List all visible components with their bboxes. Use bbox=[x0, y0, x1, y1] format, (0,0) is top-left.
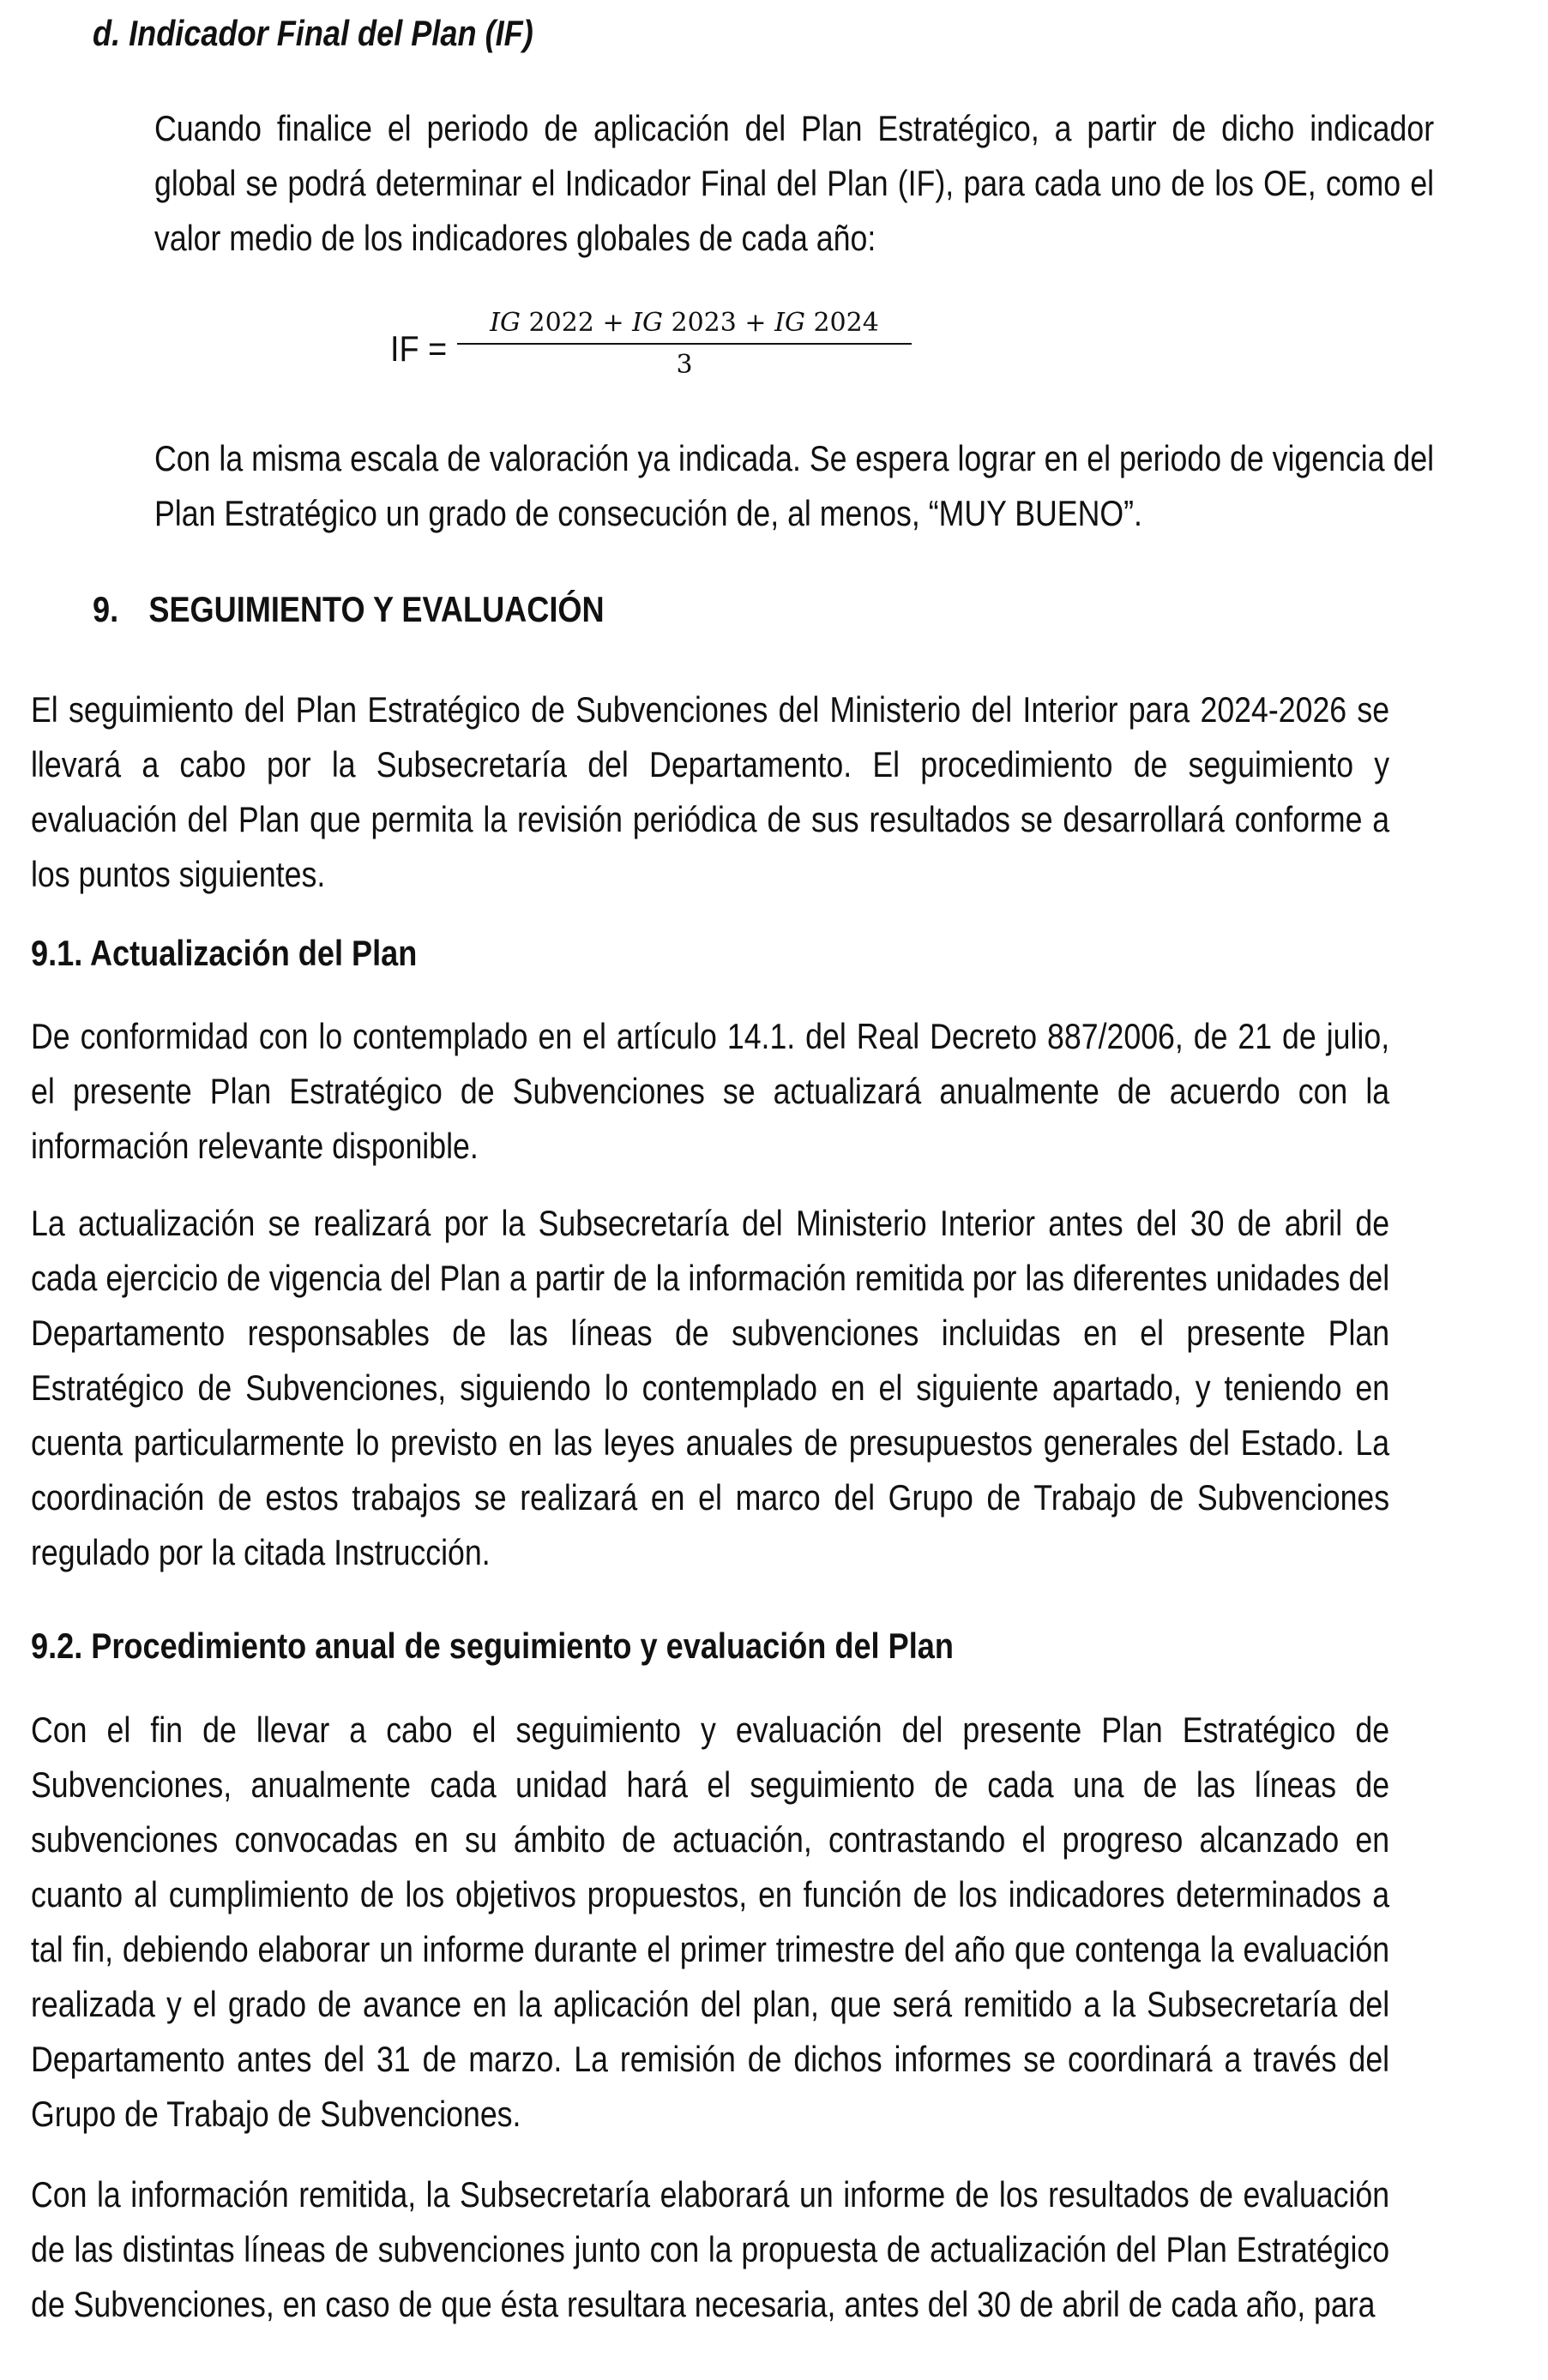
section-9-2-paragraph-1: Con el fin de llevar a cabo el seguimiento y evaluación del presente Plan Estratégico de Subvenciones, anualmente cada unidad hará el seguimiento de cada una de las líneas de subvenciones convocadas en su ámbito de actuación, contrastando el progreso alcanzado en cuanto al cumplimiento de los objetivos propuestos, en función de los indicadores determinados a tal fin, debiendo elaborar un informe durante el primer trimestre del año que contenga la evaluación realizada y el grado de avance en la aplicación del plan, que será remitido a la Subsecretaría del Departamento antes del 31 de marzo. La remisión de dichos informes se coordinará a través del Grupo de Trabajo de Subvenciones. bbox=[31, 1710, 1390, 2134]
section-9-1-paragraph-1: De conformidad con lo contemplado en el artículo 14.1. del Real Decreto 887/2006, de 21 de julio, el presente Plan Estratégico de Subvenciones se actualizará anualmente de acuerdo con la información relevante disponible. bbox=[31, 1016, 1390, 1166]
formula-numerator bbox=[457, 308, 912, 338]
formula-fraction bbox=[457, 308, 912, 380]
formula-denominator: 3 bbox=[676, 350, 693, 380]
formula-term-2-symbol: IG bbox=[632, 308, 663, 338]
section-9-1-paragraph-2: La actualización se realizará por la Subsecretaría del Ministerio Interior antes del 30 de abril de cada ejercicio de vigencia del Plan a partir de la información remitida por las diferentes unidades del Departamento responsables de las líneas de subvenciones incluidas en el presente Plan Estratégico de Subvenciones, siguiendo lo contemplado en el siguiente apartado, y teniendo en cuenta particularmente lo previsto en las leyes anuales de presupuestos generales del Estado. La coordinación de estos trabajos se realizará en el marco del Grupo de Trabajo de Subvenciones regulado por la citada Instrucción. bbox=[31, 1203, 1390, 1572]
section-d-heading: d. Indicador Final del Plan (IF) bbox=[93, 13, 533, 53]
formula-lhs: IF = bbox=[390, 328, 448, 369]
formula-plus-1: + bbox=[602, 308, 624, 338]
section-9-heading bbox=[93, 588, 605, 631]
formula-plus-2: + bbox=[744, 308, 767, 338]
formula-term-3-symbol: IG bbox=[774, 308, 805, 338]
section-9-number: 9. bbox=[93, 589, 119, 629]
section-d-paragraph-2: Con la misma escala de valoración ya indicada. Se espera lograr en el periodo de vigencia del Plan Estratégico un grado de consecución de, al menos, “MUY BUENO”. bbox=[154, 438, 1435, 533]
section-d-paragraph-1: Cuando finalice el periodo de aplicación del Plan Estratégico, a partir de dicho indicador global se podrá determinar el Indicador Final del Plan (IF), para cada uno de los OE, como el valor medio de los indicadores globales de cada año: bbox=[154, 108, 1435, 258]
section-9-2-heading: 9.2. Procedimiento anual de seguimiento y evaluación del Plan bbox=[31, 1626, 954, 1666]
formula-term-2-year: 2023 bbox=[671, 308, 737, 338]
section-9-2-paragraph-2: Con la información remitida, la Subsecretaría elaborará un informe de los resultados de evaluación de las distintas líneas de subvenciones junto con la propuesta de actualización del Plan Estratégico de Subvenciones, en caso de que ésta resultara necesaria, antes del 30 de abril de cada año, para bbox=[31, 2174, 1390, 2324]
section-9-paragraph: El seguimiento del Plan Estratégico de Subvenciones del Ministerio del Interior para 2024-2026 se llevará a cabo por la Subsecretaría del Departamento. El procedimiento de seguimiento y evaluación del Plan que permita la revisión periódica de sus resultados se desarrollará conforme a los puntos siguientes. bbox=[31, 689, 1390, 894]
section-9-title: SEGUIMIENTO Y EVALUACIÓN bbox=[148, 589, 605, 629]
formula-term-1-year: 2022 bbox=[528, 308, 594, 338]
formula-term-3-year: 2024 bbox=[813, 308, 879, 338]
formula-fraction-bar bbox=[457, 343, 912, 345]
formula-term-1-symbol: IG bbox=[490, 308, 521, 338]
section-9-1-heading: 9.1. Actualización del Plan bbox=[31, 933, 418, 973]
